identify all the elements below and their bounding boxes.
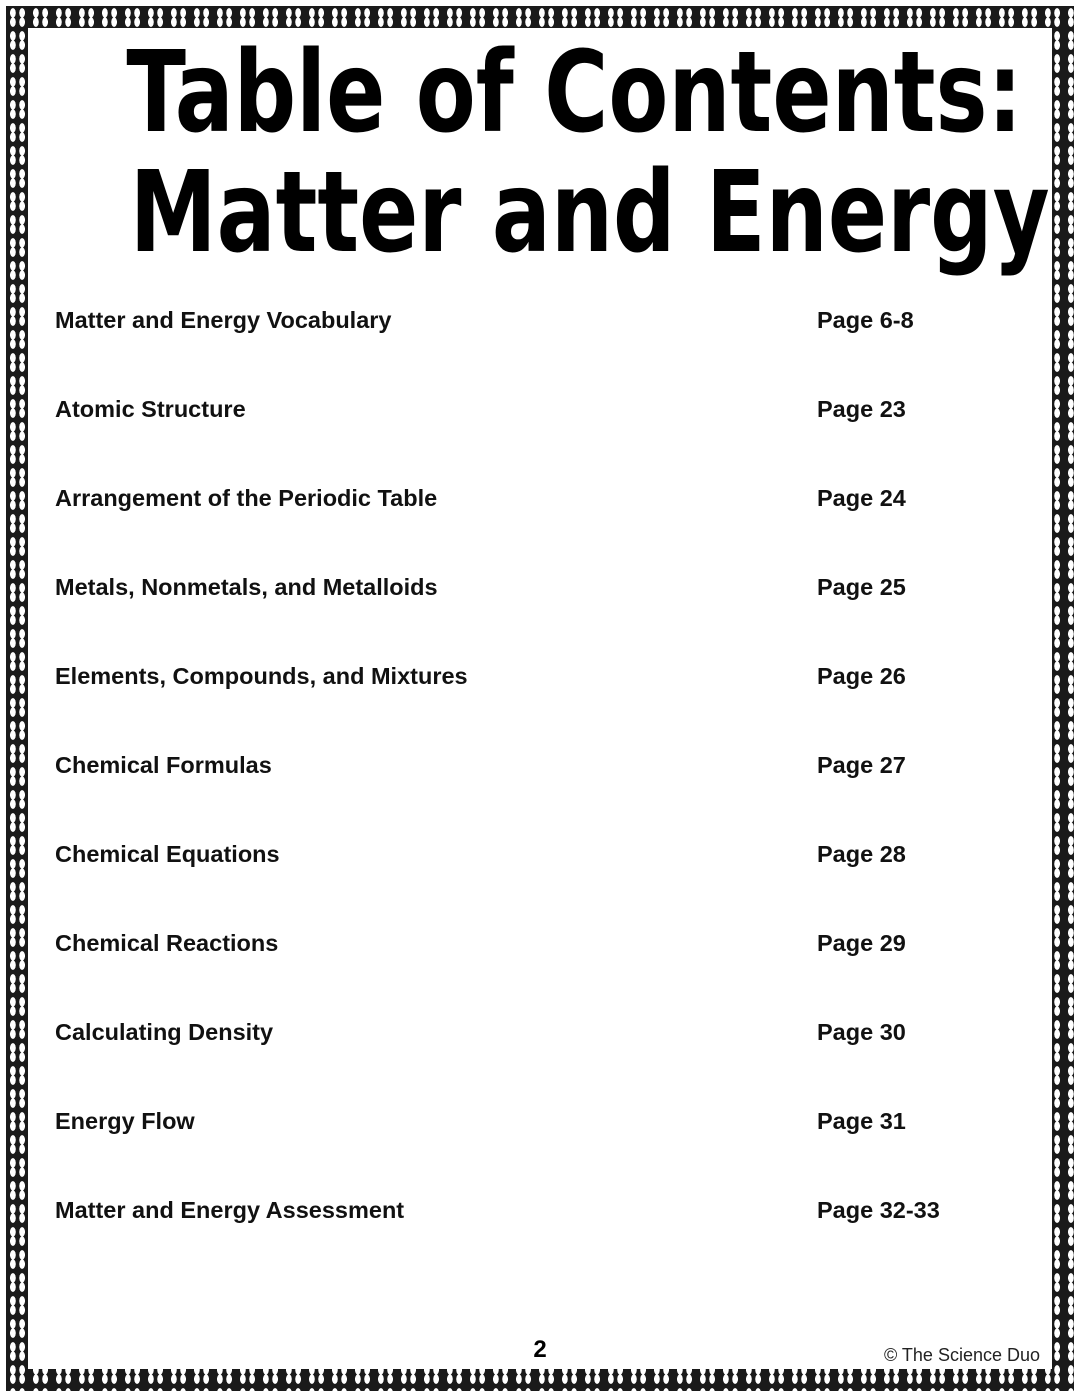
toc-entry-label: Metals, Nonmetals, and Metalloids xyxy=(55,574,438,600)
title-line-1: Table of Contents: xyxy=(126,28,1023,158)
toc-entry xyxy=(55,752,1015,782)
toc-entry xyxy=(55,841,1015,871)
toc-entry-page: Page 24 xyxy=(817,485,906,511)
toc-entry xyxy=(55,930,1015,960)
toc-entry-page: Page 23 xyxy=(817,396,906,422)
toc-entry-page: Page 27 xyxy=(817,752,906,778)
toc-entry xyxy=(55,663,1015,693)
toc-entry-label: Chemical Equations xyxy=(55,841,280,867)
toc-entry-label: Chemical Reactions xyxy=(55,930,279,956)
toc-entry-label: Matter and Energy Vocabulary xyxy=(55,307,392,333)
toc-entry-page: Page 26 xyxy=(817,663,906,689)
toc-entry xyxy=(55,396,1015,426)
toc-entry xyxy=(55,307,1015,337)
toc-entry-page: Page 6-8 xyxy=(817,307,914,333)
toc-entry xyxy=(55,574,1015,604)
toc-entry-label: Chemical Formulas xyxy=(55,752,272,778)
title-line-2: Matter and Energy xyxy=(129,148,1050,278)
toc-entry-page: Page 28 xyxy=(817,841,906,867)
toc-entry-page: Page 32-33 xyxy=(817,1197,940,1223)
toc-entry xyxy=(55,1019,1015,1049)
page-number: 2 xyxy=(533,1336,547,1363)
toc-entry xyxy=(55,1197,1015,1227)
toc-entry-page: Page 30 xyxy=(817,1019,906,1045)
toc-entry-page: Page 29 xyxy=(817,930,906,956)
toc-entry-label: Energy Flow xyxy=(55,1108,195,1134)
toc-entry-page: Page 31 xyxy=(817,1108,906,1134)
toc-entry-label: Calculating Density xyxy=(55,1019,274,1045)
toc-entry-label: Arrangement of the Periodic Table xyxy=(55,485,438,511)
toc-entry-label: Elements, Compounds, and Mixtures xyxy=(55,663,468,689)
toc-entry-label: Atomic Structure xyxy=(55,396,246,422)
toc-entry-page: Page 25 xyxy=(817,574,906,600)
toc-entry-label: Matter and Energy Assessment xyxy=(55,1197,405,1223)
toc-entry xyxy=(55,485,1015,515)
copyright: © The Science Duo xyxy=(883,1345,1040,1365)
toc-entry xyxy=(55,1108,1015,1138)
